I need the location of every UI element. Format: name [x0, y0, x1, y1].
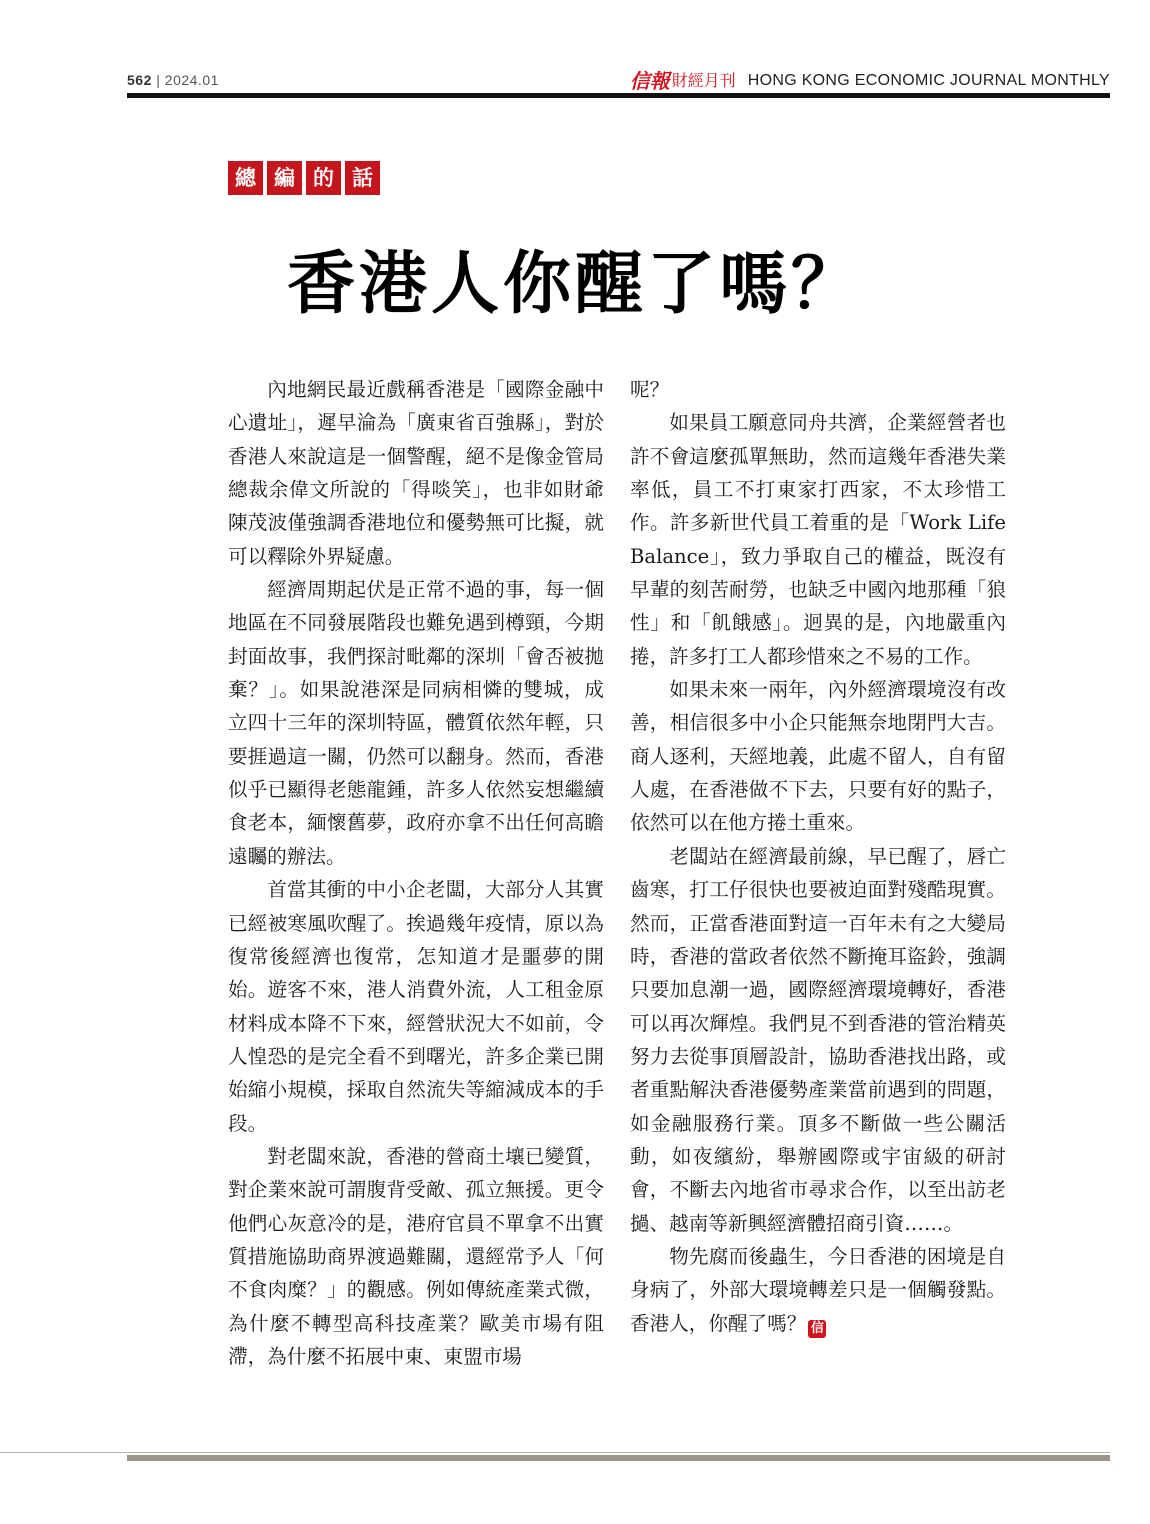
column-tag	[228, 161, 380, 195]
column-tag-char: 編	[267, 161, 302, 195]
monthly-label: 財經月刊	[671, 71, 736, 90]
body-paragraph: 內地網民最近戲稱香港是「國際金融中心遺址」，遲早淪為「廣東省百強縣」，對於香港人來說這是一個警醒，絕不是像金管局總裁余偉文所說的「得啖笑」，也非如財爺陳茂波僅強調香港地位和優勢無可比擬，就可以釋除外界疑慮。	[228, 378, 604, 568]
body-paragraph: 如果未來一兩年，內外經濟環境沒有改善，相信很多中小企只能無奈地閉門大吉。商人逐利，天經地義，此處不留人，自有留人處，在香港做不下去，只要有好的點子，依然可以在他方捲土重來。	[630, 678, 1006, 835]
column-tag-char: 總	[228, 161, 263, 195]
body-paragraph: 如果員工願意同舟共濟，企業經營者也許不會這麼孤單無助，然而這幾年香港失業率低，員工不打東家打西家，不太珍惜工作。許多新世代員工着重的是「Work Life Balance」，致力爭取自己的權益，既沒有早輩的刻苦耐勞，也缺乏中國內地那種「狼性」和「飢餓感」。迥異的是，內地嚴重內捲，許多打工人都珍惜來之不易的工作。	[630, 411, 1006, 668]
hkej-logo: 信報	[629, 69, 670, 93]
closing-text: 物先腐而後蟲生，今日香港的困境是自身病了，外部大環境轉差只是一個觸發點。香港人，你醒了嗎？	[630, 1244, 1006, 1335]
body-column-left	[228, 373, 604, 1373]
page-number-issue	[127, 72, 219, 88]
body-column-right	[630, 373, 1006, 1340]
footer-thin-rule	[0, 1452, 1110, 1453]
body-paragraph: 呢？	[630, 378, 670, 401]
issue-date: 2024.01	[164, 72, 219, 88]
header-separator: |	[151, 72, 165, 88]
footer-rule	[127, 1455, 1110, 1461]
body-paragraph: 老闆站在經濟最前線，早已醒了，唇亡齒寒，打工仔很快也要被迫面對殘酷現實。然而，正當香港面對這一百年未有之大變局時，香港的當政者依然不斷掩耳盜鈴，強調只要加息潮一過，國際經濟環境轉好，香港可以再次輝煌。我們見不到香港的管治精英努力去從事頂層設計，協助香港找出路，或者重點解決香港優勢產業當前遇到的問題，如金融服務行業。頂多不斷做一些公關活動，如夜繽紛，舉辦國際或宇宙級的研討會，不斷去內地省市尋求合作，以至出訪老撾、越南等新興經濟體招商引資……。	[630, 844, 1006, 1235]
page-header	[127, 70, 1110, 92]
end-mark-icon: 信	[808, 1320, 826, 1338]
article-headline: 香港人你醒了嗎？	[286, 245, 863, 324]
body-paragraph-last	[630, 1240, 1006, 1340]
body-paragraph: 經濟周期起伏是正常不過的事，每一個地區在不同發展階段也難免遇到樽頸，今期封面故事，我們探討毗鄰的深圳「會否被拋棄？」。如果說港深是同病相憐的雙城，成立四十三年的深圳特區，體質依然年輕，只要捱過這一關，仍然可以翻身。然而，香港似乎已顯得老態龍鍾，許多人依然妄想繼續食老本，緬懷舊夢，政府亦拿不出任何高瞻遠矚的辦法。	[228, 578, 604, 868]
column-tag-char: 的	[306, 161, 341, 195]
page-number: 562	[127, 72, 152, 88]
header-rule	[127, 93, 1110, 98]
body-paragraph: 首當其衝的中小企老闆，大部分人其實已經被寒風吹醒了。挨過幾年疫情，原以為復常後經濟也復常，怎知道才是噩夢的開始。遊客不來，港人消費外流，人工租金原材料成本降不下來，經營狀況大不如前，令人惶恐的是完全看不到曙光，許多企業已開始縮小規模，採取自然流失等縮減成本的手段。	[228, 878, 604, 1135]
masthead	[630, 70, 1110, 92]
journal-name: HONG KONG ECONOMIC JOURNAL MONTHLY	[747, 72, 1110, 89]
column-tag-char: 話	[345, 161, 380, 195]
body-paragraph: 對老闆來說，香港的營商土壤已變質，對企業來說可謂腹背受敵、孤立無援。更令他們心灰意冷的是，港府官員不單拿不出實質措施協助商界渡過難關，還經常予人「何不食肉糜？」的觀感。例如傳統產業式微，為什麼不轉型高科技產業？歐美市場有阻滯，為什麼不拓展中東、東盟市場	[228, 1144, 604, 1368]
